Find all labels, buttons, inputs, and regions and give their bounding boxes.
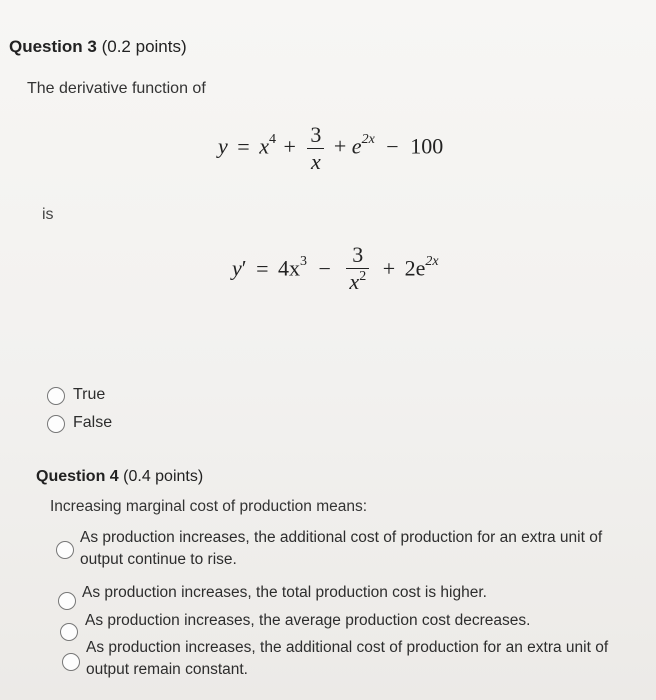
func-lhs: y <box>218 133 228 159</box>
derivative-formula <box>232 244 439 297</box>
deriv-frac-den <box>346 271 369 297</box>
func-plus1: + <box>283 133 296 159</box>
question-3-prompt: The derivative function of <box>27 80 206 97</box>
q4-option-1-line2: output continue to rise. <box>80 551 237 568</box>
q4-option-1-line1: As production increases, the additional cost of production for an extra unit of <box>80 529 603 546</box>
deriv-term3-exp <box>425 254 438 269</box>
q4-option-4-line1: As production increases, the additional cost of production for an extra unit of <box>86 639 609 656</box>
func-frac-den: x <box>310 149 321 174</box>
deriv-eq: = <box>256 255 269 281</box>
func-fraction <box>307 124 324 173</box>
function-formula <box>218 124 443 173</box>
q4-option-2-radio[interactable] <box>58 592 76 610</box>
func-minus: − <box>386 133 399 159</box>
q4-option-1-label[interactable] <box>80 527 602 571</box>
option-true-radio[interactable] <box>47 387 65 405</box>
func-const: 100 <box>410 133 444 159</box>
question-4-number: Question 4 <box>36 468 119 485</box>
func-term1-base: x <box>259 133 269 159</box>
question-3-points: (0.2 points) <box>101 37 187 56</box>
deriv-fraction <box>346 244 369 297</box>
deriv-term1-exp: 3 <box>300 253 307 269</box>
q4-option-2-label[interactable]: As production increases, the total production cost is higher. <box>82 584 487 601</box>
question-4-title <box>36 468 203 486</box>
deriv-plus: + <box>382 255 396 281</box>
q4-option-4-radio[interactable] <box>62 653 80 671</box>
question-4-points: (0.4 points) <box>123 468 204 485</box>
q4-option-4-line2: output remain constant. <box>86 661 248 678</box>
deriv-term3: 2e <box>404 255 426 281</box>
option-false-radio[interactable] <box>47 415 65 433</box>
question-3-title <box>9 37 187 57</box>
q4-option-3-radio[interactable] <box>60 623 78 641</box>
deriv-frac-num: 3 <box>352 242 364 267</box>
func-term1-exp: 4 <box>268 131 276 147</box>
func-plus2: + <box>333 133 347 159</box>
deriv-lhs: y <box>232 255 242 281</box>
func-term3-base: e <box>351 133 362 159</box>
question-4-prompt: Increasing marginal cost of production means: <box>50 498 368 515</box>
deriv-prime: ′ <box>241 255 247 281</box>
deriv-minus: − <box>318 255 331 281</box>
q4-option-3-label[interactable]: As production increases, the average production cost decreases. <box>85 612 531 629</box>
deriv-term1: 4x <box>278 255 300 281</box>
func-term3-exp-text: 2x <box>361 131 375 147</box>
option-false-label[interactable]: False <box>73 414 113 431</box>
deriv-frac-den-exp: 2 <box>359 269 367 284</box>
func-term3-exp <box>362 132 375 147</box>
option-true-label[interactable]: True <box>73 386 106 403</box>
connector-is: is <box>42 206 54 223</box>
func-eq: = <box>237 133 250 159</box>
question-3-number: Question 3 <box>9 37 97 56</box>
deriv-term3-exp-text: 2x <box>425 253 439 269</box>
q4-option-1-radio[interactable] <box>56 541 74 559</box>
func-frac-num: 3 <box>310 122 322 147</box>
deriv-frac-den-base: x <box>349 269 360 294</box>
q4-option-4-label[interactable] <box>86 637 608 681</box>
